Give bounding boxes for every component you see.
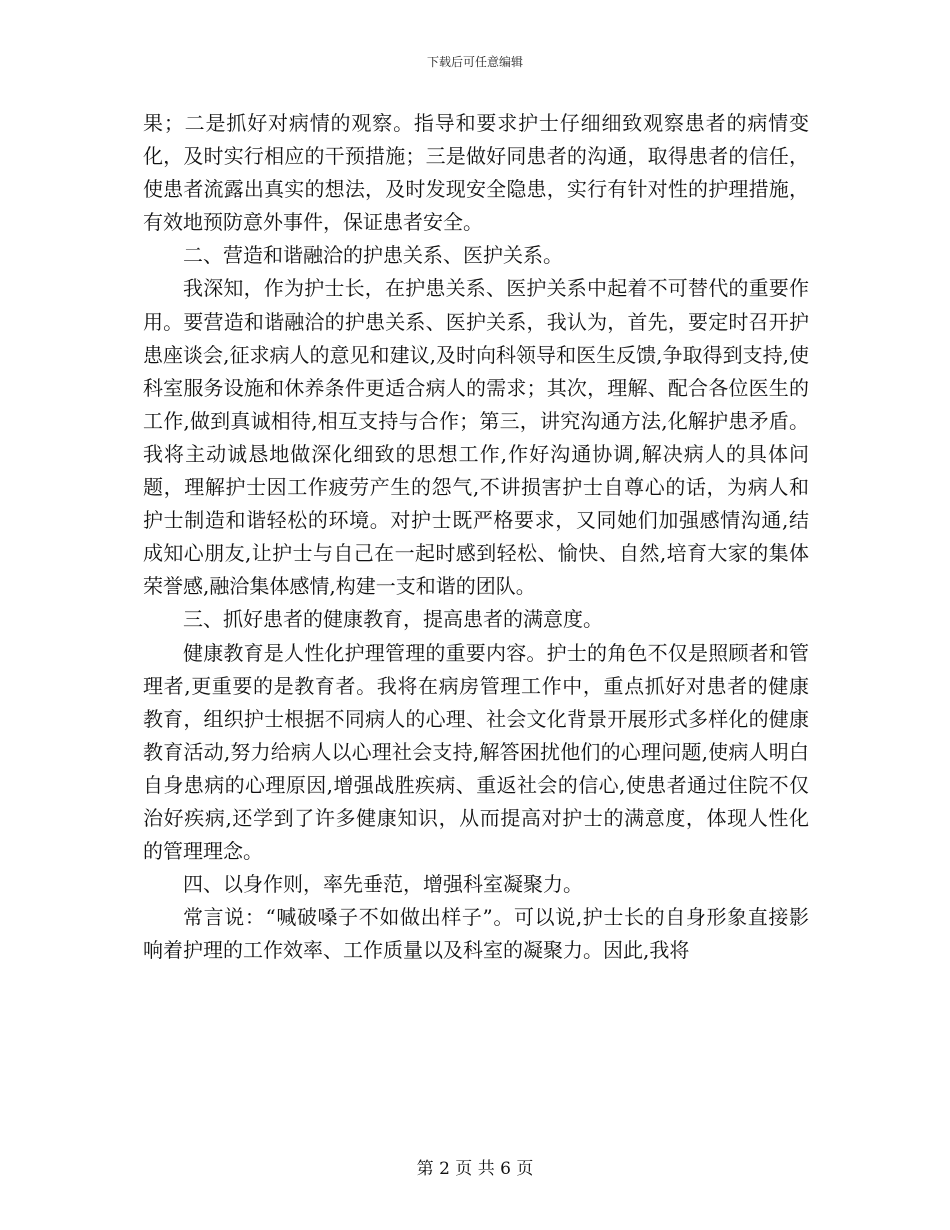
paragraph: 我深知，作为护士长，在护患关系、医护关系中起着不可替代的重要作用。要营造和谐融洽的护患关系、医护关系，我认为，首先，要定时召开护患座谈会,征求病人的意见和建议,及时向科领导和医生反馈,争取得到支持,使科室服务设施和休养条件更适合病人的需求；其次，理解、配合各位医生的工作,做到真诚相待,相互支持与合作；第三，讲究沟通方法,化解护患矛盾。我将主动诚恳地做深化细致的思想工作,作好沟通协调,解决病人的具体问题，理解护士因工作疲劳产生的怨气,不讲损害护士自尊心的话，为病人和护士制造和谐轻松的环境。对护士既严格要求，又同她们加强感情沟通,结成知心朋友,让护士与自己在一起时感到轻松、愉快、自然,培育大家的集体荣誉感,融洽集体感情,构建一支和谐的团队。: [143, 276, 809, 599]
paragraph: 健康教育是人性化护理管理的重要内容。护士的角色不仅是照顾者和管理者,更重要的是教育者。我将在病房管理工作中，重点抓好对患者的健康教育，组织护士根据不同病人的心理、社会文化背景开展形式多样化的健康教育活动,努力给病人以心理社会支持,解答困扰他们的心理问题,使病人明白自身患病的心理原因,增强战胜疾病、重返社会的信心,使患者通过住院不仅治好疾病,还学到了许多健康知识，从而提高对护士的满意度，体现人性化的管理理念。: [143, 640, 809, 864]
section-heading-4: 四、以身作则，率先垂范，增强科室凝聚力。: [183, 872, 583, 897]
paragraph-continuation: 果；二是抓好对病情的观察。指导和要求护士仔细细致观察患者的病情变化，及时实行相应的干预措施；三是做好同患者的沟通，取得患者的信任，使患者流露出真实的想法，及时发现安全隐患，实行有针对性的护理措施，有效地预防意外事件，保证患者安全。: [143, 111, 809, 235]
document-body: [143, 107, 809, 967]
page-header: 下载后可任意编辑: [426, 55, 523, 69]
section-heading-2: 二、营造和谐融洽的护患关系、医护关系。: [183, 243, 563, 268]
paragraph: 常言说：“喊破嗓子不如做出样子”。可以说,护士长的自身形象直接影响着护理的工作效率、工作质量以及科室的凝聚力。因此,我将: [143, 905, 809, 963]
page-footer: 第 2 页 共 6 页: [416, 1159, 534, 1179]
section-heading-3: 三、抓好患者的健康教育，提高患者的满意度。: [183, 607, 603, 632]
